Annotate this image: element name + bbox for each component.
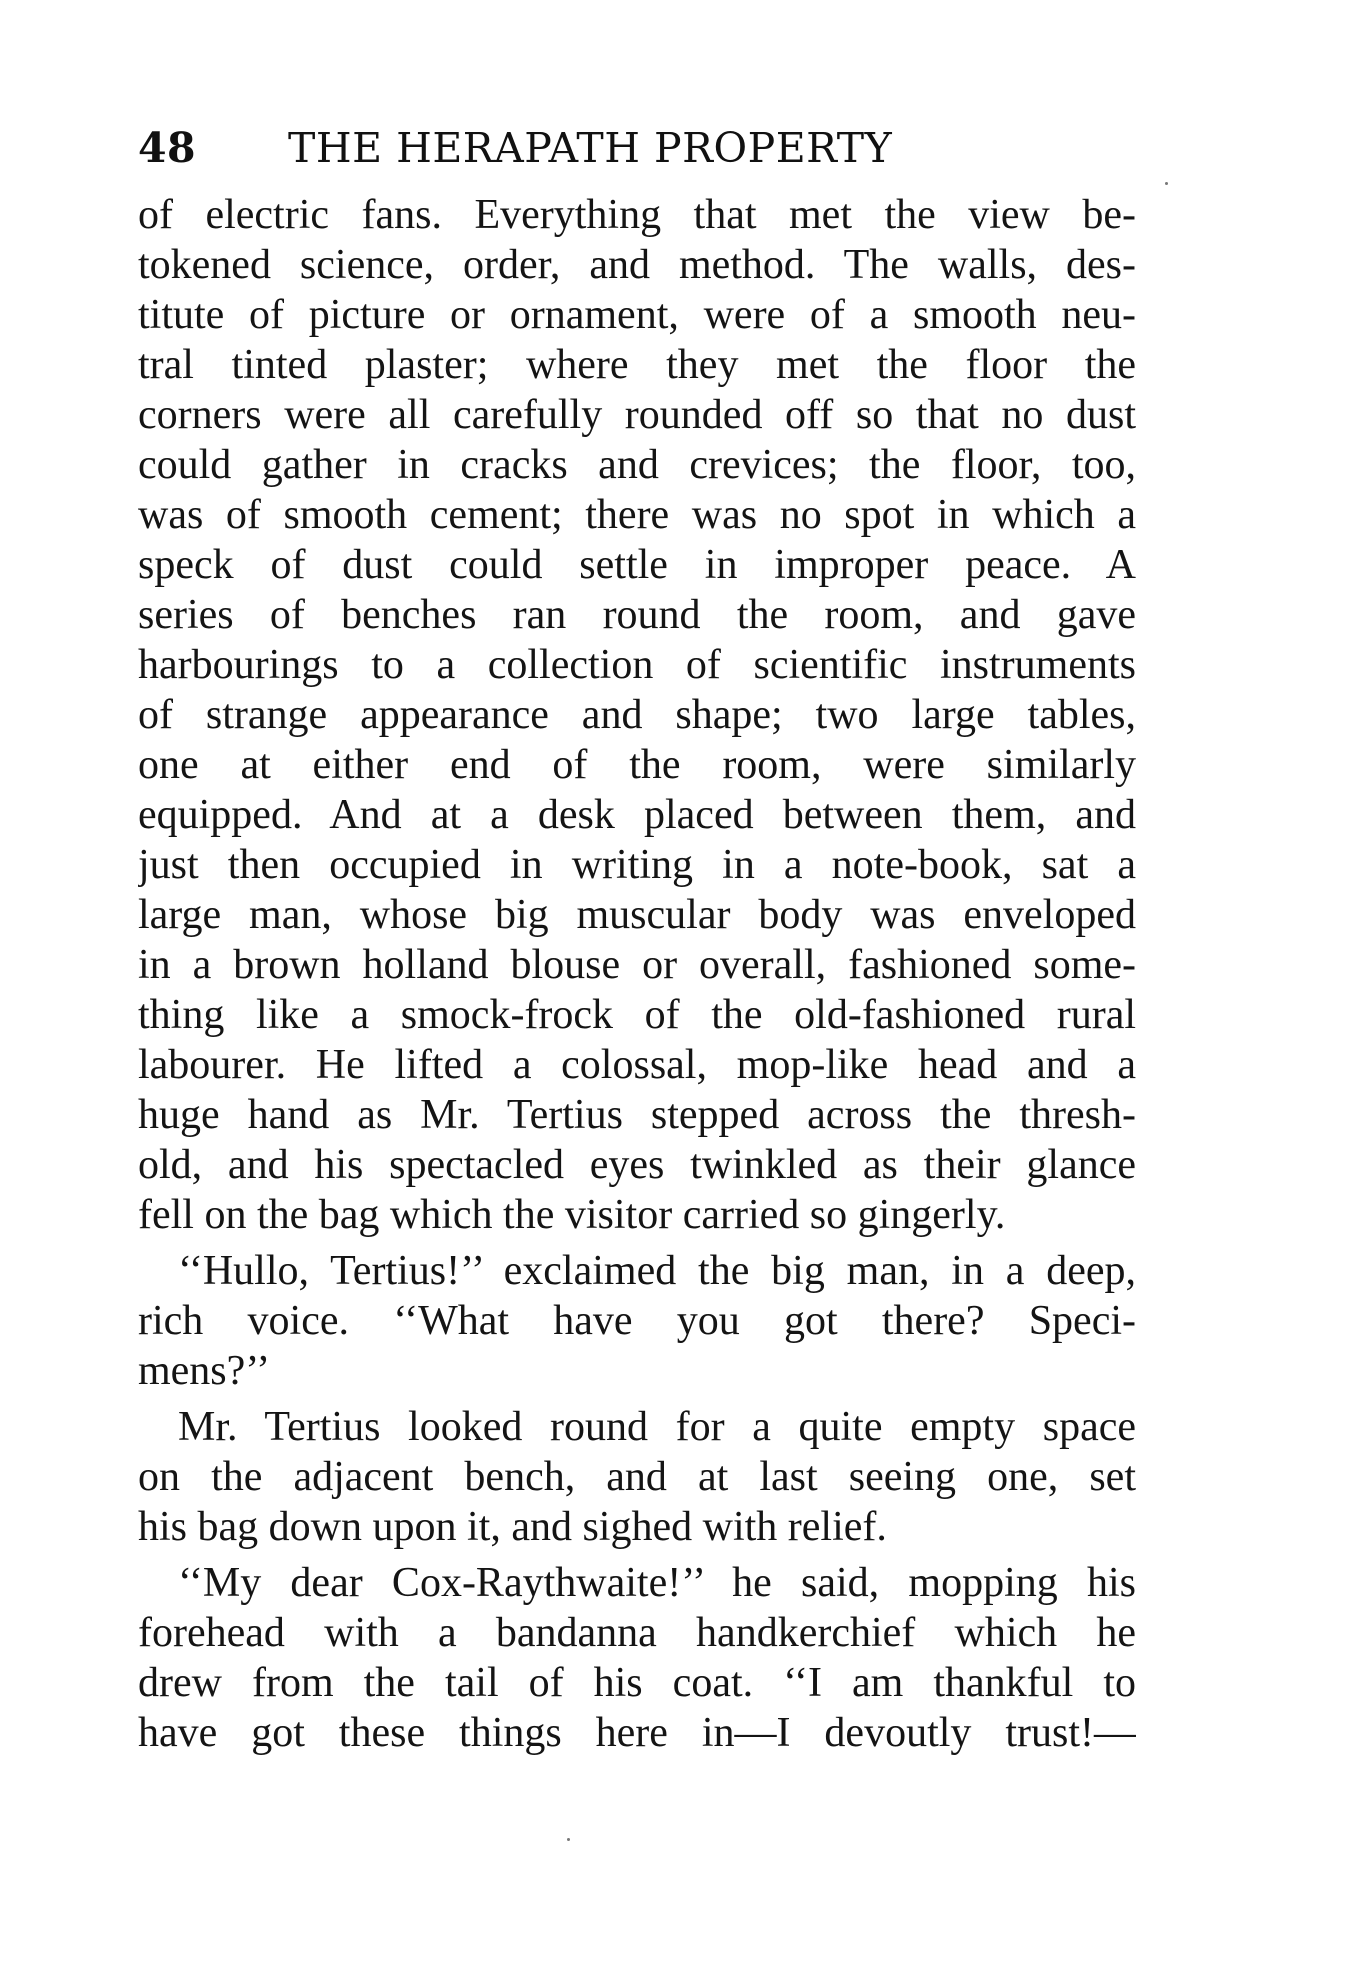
text-line: speck of dust could settle in improper peace. A xyxy=(138,542,1136,588)
paper-speck xyxy=(567,1838,570,1841)
text-line: thing like a smock-frock of the old-fashioned rural xyxy=(138,992,1136,1038)
text-line: was of smooth cement; there was no spot in which a xyxy=(138,492,1136,538)
text-line: could gather in cracks and crevices; the floor, too, xyxy=(138,442,1136,488)
page-number: 48 xyxy=(138,124,197,172)
text-line: tral tinted plaster; where they met the floor the xyxy=(138,342,1136,388)
text-line: equipped. And at a desk placed between them, and xyxy=(138,792,1136,838)
page-header xyxy=(138,118,1148,178)
text-line: on the adjacent bench, and at last seeing one, set xyxy=(138,1454,1136,1500)
text-line: have got these things here in—I devoutly trust!— xyxy=(138,1710,1136,1756)
text-line: forehead with a bandanna handkerchief which he xyxy=(138,1610,1136,1656)
text-line: of electric fans. Everything that met the view be- xyxy=(138,192,1136,238)
text-line: drew from the tail of his coat. ‘‘I am thankful to xyxy=(138,1660,1136,1706)
text-line: corners were all carefully rounded off so that no dust xyxy=(138,392,1136,438)
text-line: rich voice. ‘‘What have you got there? Speci- xyxy=(138,1298,1136,1344)
text-line: old, and his spectacled eyes twinkled as their glance xyxy=(138,1142,1136,1188)
text-line: large man, whose big muscular body was enveloped xyxy=(138,892,1136,938)
text-line: tokened science, order, and method. The walls, des- xyxy=(138,242,1136,288)
text-line: ‘‘Hullo, Tertius!’’ exclaimed the big man, in a deep, xyxy=(178,1248,1136,1294)
text-line: in a brown holland blouse or overall, fashioned some- xyxy=(138,942,1136,988)
text-line: just then occupied in writing in a note-book, sat a xyxy=(138,842,1136,888)
text-line: his bag down upon it, and sighed with relief. xyxy=(138,1504,887,1550)
text-line: labourer. He lifted a colossal, mop-like head and a xyxy=(138,1042,1136,1088)
text-line: harbourings to a collection of scientific instruments xyxy=(138,642,1136,688)
text-line: series of benches ran round the room, and gave xyxy=(138,592,1136,638)
text-line: fell on the bag which the visitor carried so gingerly. xyxy=(138,1192,1006,1238)
text-line: titute of picture or ornament, were of a smooth neu- xyxy=(138,292,1136,338)
text-line: huge hand as Mr. Tertius stepped across the thresh- xyxy=(138,1092,1136,1138)
text-line: Mr. Tertius looked round for a quite empty space xyxy=(178,1404,1136,1450)
text-line: ‘‘My dear Cox-Raythwaite!’’ he said, mopping his xyxy=(178,1560,1136,1606)
text-line: one at either end of the room, were similarly xyxy=(138,742,1136,788)
text-line: of strange appearance and shape; two large tables, xyxy=(138,692,1136,738)
paper-speck xyxy=(1165,182,1168,185)
body-text xyxy=(138,190,1136,1758)
running-title: THE HERAPATH PROPERTY xyxy=(288,124,893,172)
text-line: mens?’’ xyxy=(138,1348,271,1394)
